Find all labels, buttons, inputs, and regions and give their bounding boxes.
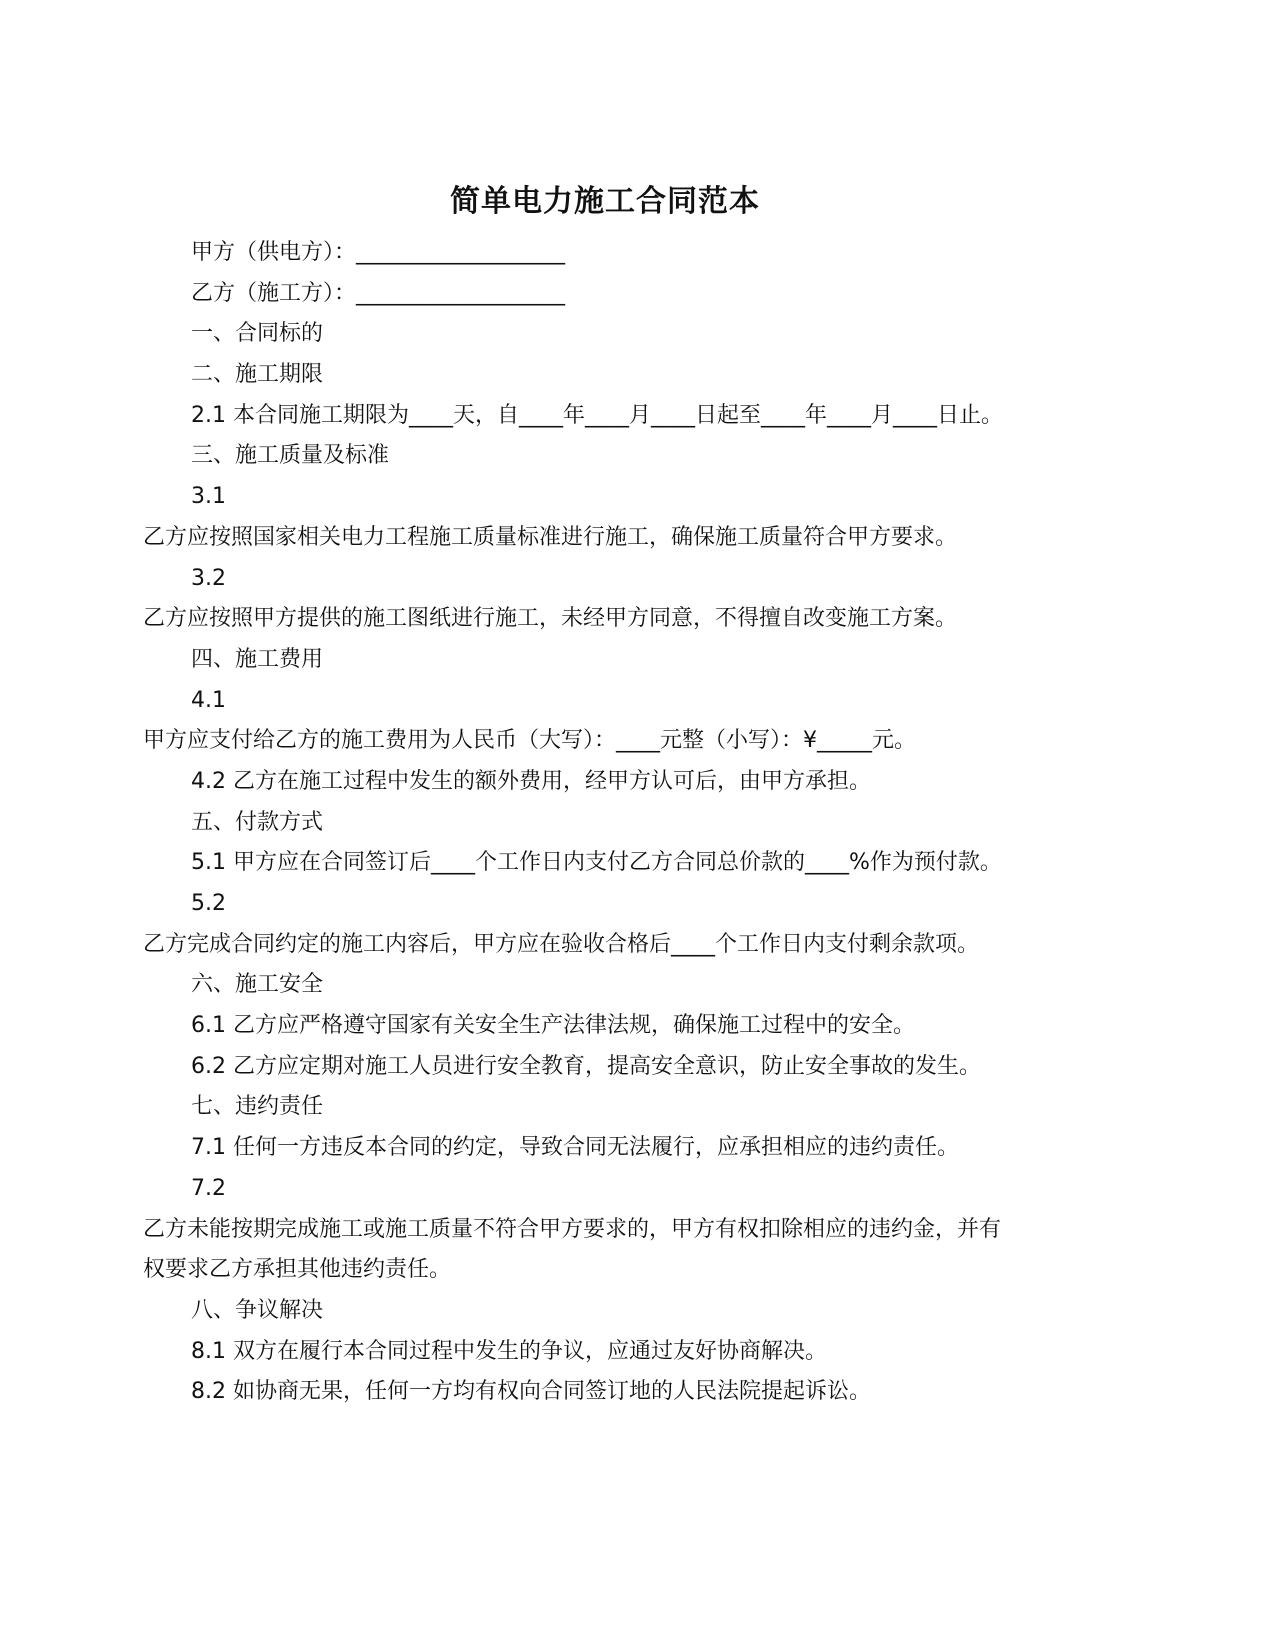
paragraph-line: 权要求乙方承担其他违约责任。: [143, 1257, 452, 1283]
paragraph-line: 三、施工质量及标准: [191, 443, 390, 469]
paragraph-line: 4.1: [191, 687, 226, 713]
paragraph-line: 甲方（供电方）：___________________: [191, 240, 566, 265]
paragraph-line: 8.2 如协商无果，任何一方均有权向合同签订地的人民法院提起诉讼。: [191, 1379, 871, 1405]
paragraph-line: 六、施工安全: [191, 972, 324, 998]
paragraph-line: 6.1 乙方应严格遵守国家有关安全生产法律法规，确保施工过程中的安全。: [191, 1013, 915, 1039]
paragraph-line: 乙方应按照甲方提供的施工图纸进行施工，未经甲方同意，不得擅自改变施工方案。: [143, 606, 958, 632]
paragraph-line: 甲方应支付给乙方的施工费用为人民币（大写）：____元整（小写）：¥_____元。: [143, 728, 916, 754]
paragraph-line: 8.1 双方在履行本合同过程中发生的争议，应通过友好协商解决。: [191, 1338, 827, 1364]
paragraph-line: 3.1: [191, 484, 226, 510]
paragraph-line: 2.1 本合同施工期限为____天，自____年____月____日起至____年____月____日止。: [191, 402, 1003, 428]
paragraph-line: 五、付款方式: [191, 809, 324, 835]
paragraph-line: 乙方完成合同约定的施工内容后，甲方应在验收合格后____个工作日内支付剩余款项。: [143, 931, 980, 957]
paragraph-line: 5.2: [191, 891, 226, 916]
paragraph-line: 4.2 乙方在施工过程中发生的额外费用，经甲方认可后，由甲方承担。: [191, 768, 871, 794]
paragraph-line: 八、争议解决: [191, 1297, 324, 1323]
paragraph-line: 四、施工费用: [191, 646, 324, 672]
document-title: 简单电力施工合同范本: [450, 184, 760, 219]
paragraph-line: 3.2: [191, 565, 226, 591]
document-body: [143, 233, 1083, 1413]
paragraph-line: 七、违约责任: [191, 1094, 324, 1120]
paragraph-line: 乙方（施工方）：___________________: [191, 280, 566, 306]
paragraph-line: 乙方应按照国家相关电力工程施工质量标准进行施工，确保施工质量符合甲方要求。: [143, 524, 958, 550]
paragraph-line: 乙方未能按期完成施工或施工质量不符合甲方要求的，甲方有权扣除相应的违约金，并有: [143, 1216, 1002, 1242]
paragraph-line: 5.1 甲方应在合同签订后____个工作日内支付乙方合同总价款的____%作为预付款。: [191, 850, 1002, 876]
paragraph-line: 一、合同标的: [191, 321, 324, 347]
paragraph-line: 7.1 任何一方违反本合同的约定，导致合同无法履行，应承担相应的违约责任。: [191, 1135, 959, 1161]
paragraph-line: 二、施工期限: [191, 362, 324, 388]
paragraph-line: 6.2 乙方应定期对施工人员进行安全教育，提高安全意识，防止安全事故的发生。: [191, 1053, 981, 1079]
paragraph-line: 7.2: [191, 1175, 226, 1201]
